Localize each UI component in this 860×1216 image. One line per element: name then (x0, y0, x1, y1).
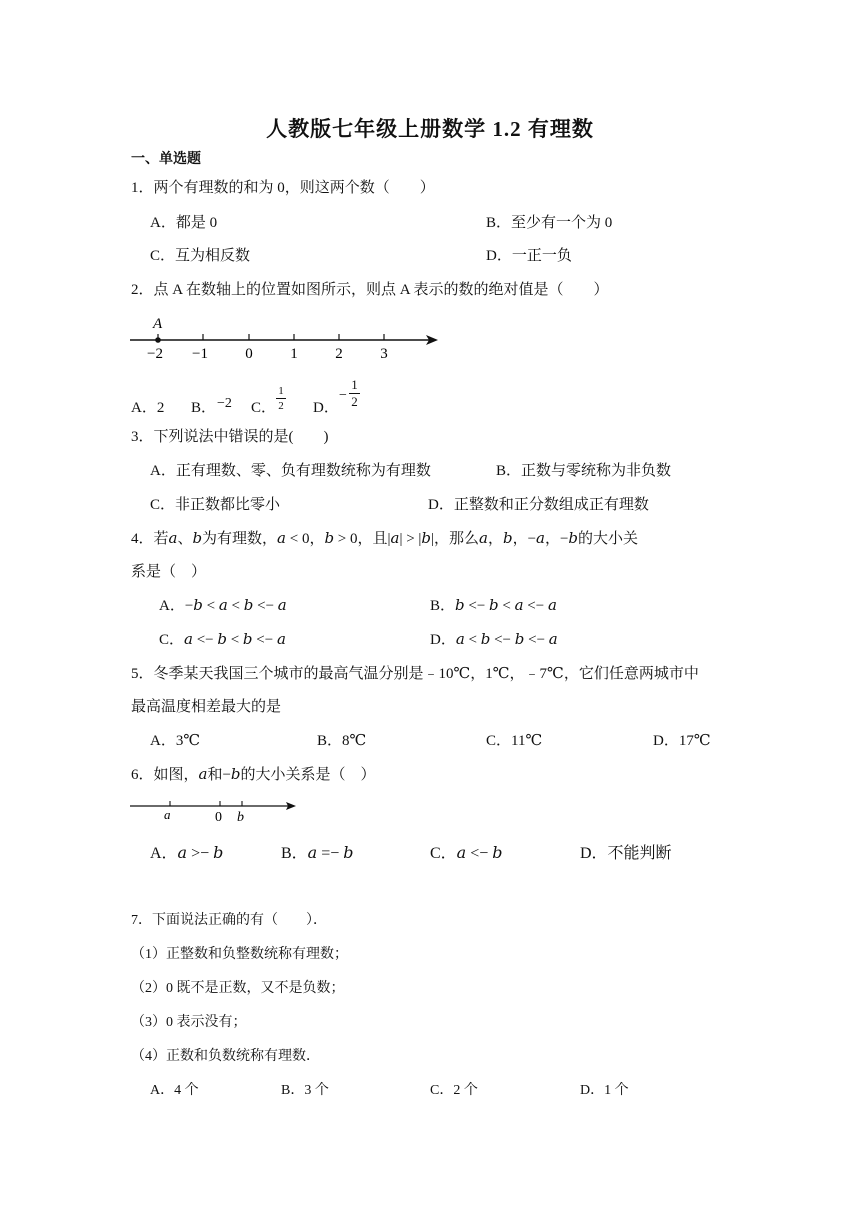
tick-label: 0 (245, 346, 253, 362)
question-3-option-d: D．正整数和正分数组成正有理数 (428, 497, 649, 513)
question-7-statement-3: （3）0 表示没有； (131, 1015, 247, 1030)
question-5-option-c: C．11℃ (486, 733, 543, 749)
question-2-option-b-label: B． (191, 400, 217, 416)
question-7-option-b: B．3 个 (281, 1083, 329, 1098)
question-2-option-c-fraction: 1 2 (276, 385, 286, 412)
question-5-option-b: B．8℃ (317, 733, 367, 749)
question-1-stem: 1．两个有理数的和为 0，则这两个数（ ） (131, 180, 435, 196)
question-7-option-d: D．1 个 (580, 1083, 629, 1098)
question-3-option-c: C．非正数都比零小 (150, 497, 281, 513)
question-7-statement-2: （2）0 既不是正数，又不是负数； (131, 981, 345, 996)
axis-label-b: b (237, 810, 244, 825)
question-7-statement-1: （1）正整数和负整数统称有理数； (131, 947, 348, 962)
question-5-option-d: D．17℃ (653, 733, 711, 749)
question-4-option-c: C．𝑎 <− 𝑏 < 𝑏 <− 𝑎 (159, 632, 286, 648)
question-6-option-a: A．𝑎 >− 𝑏 (150, 845, 224, 862)
tick-label: 1 (290, 346, 298, 362)
question-4-stem-line-1: 4．若𝑎、𝑏为有理数，𝑎 < 0，𝑏 > 0，且|𝑎| > |𝑏|，那么𝑎，𝑏，−𝑎，−𝑏的大小关 (131, 531, 639, 547)
question-5-stem-line-1: 5．冬季某天我国三个城市的最高气温分别是﹣10℃，1℃，﹣7℃，它们任意两城市中 (131, 666, 699, 682)
number-line-figure-q2 (124, 312, 444, 364)
question-6-option-c: C．𝑎 <− 𝑏 (430, 845, 503, 862)
question-4-option-a: A．−𝑏 < 𝑎 < 𝑏 <− 𝑎 (159, 598, 287, 614)
question-1-option-c: C．互为相反数 (150, 248, 251, 264)
page-title: 人教版七年级上册数学 1.2 有理数 (266, 117, 594, 141)
question-7-statement-4: （4）正数和负数统称有理数． (131, 1049, 320, 1064)
question-3-stem: 3．下列说法中错误的是( ) (131, 429, 329, 445)
question-3-option-a: A．正有理数、零、负有理数统称为有理数 (150, 463, 431, 479)
question-1-option-d: D．一正一负 (486, 248, 572, 264)
number-line-figure-q6 (126, 796, 302, 828)
question-5-option-a: A．3℃ (150, 733, 201, 749)
question-2-stem: 2．点 A 在数轴上的位置如图所示，则点 A 表示的数的绝对值是（ ） (131, 282, 609, 298)
point-a-label: A (153, 316, 163, 332)
question-6-option-d: D．不能判断 (580, 845, 672, 862)
tick-label: −1 (192, 346, 208, 362)
axis-label-zero: 0 (215, 810, 222, 825)
question-7-stem: 7．下面说法正确的有（ ）． (131, 913, 327, 928)
question-1-option-b: B．至少有一个为 0 (486, 215, 613, 231)
point-a-marker (155, 337, 161, 343)
question-3-option-b: B．正数与零统称为非负数 (496, 463, 672, 479)
question-2-option-b-value: −2 (217, 396, 232, 411)
question-2-option-d-sign: − (339, 388, 347, 403)
axis-label-a: a (164, 807, 171, 822)
question-5-stem-line-2: 最高温度相差最大的是 (131, 699, 282, 715)
question-2-option-d-label: D． (313, 400, 339, 416)
question-2-option-d-fraction: 1 2 (349, 378, 360, 409)
question-7-option-a: A．4 个 (150, 1083, 199, 1098)
tick-label: 2 (335, 346, 343, 362)
question-2-option-c-label: C． (251, 400, 277, 416)
section-heading: 一、单选题 (131, 152, 201, 167)
tick-label: 3 (380, 346, 388, 362)
question-6-option-b: B．𝑎 =− 𝑏 (281, 845, 354, 862)
question-2-option-a: A．2 (131, 400, 165, 416)
question-4-stem-line-2: 系是（ ） (131, 564, 207, 580)
question-1-option-a: A．都是 0 (150, 215, 218, 231)
question-4-option-d: D．𝑎 < 𝑏 <− 𝑏 <− 𝑎 (430, 632, 558, 648)
question-4-option-b: B．𝑏 <− 𝑏 < 𝑎 <− 𝑎 (430, 598, 557, 614)
question-7-option-c: C．2 个 (430, 1083, 478, 1098)
question-6-stem: 6．如图，𝑎和−𝑏的大小关系是（ ） (131, 767, 376, 783)
tick-label: −2 (147, 346, 163, 362)
